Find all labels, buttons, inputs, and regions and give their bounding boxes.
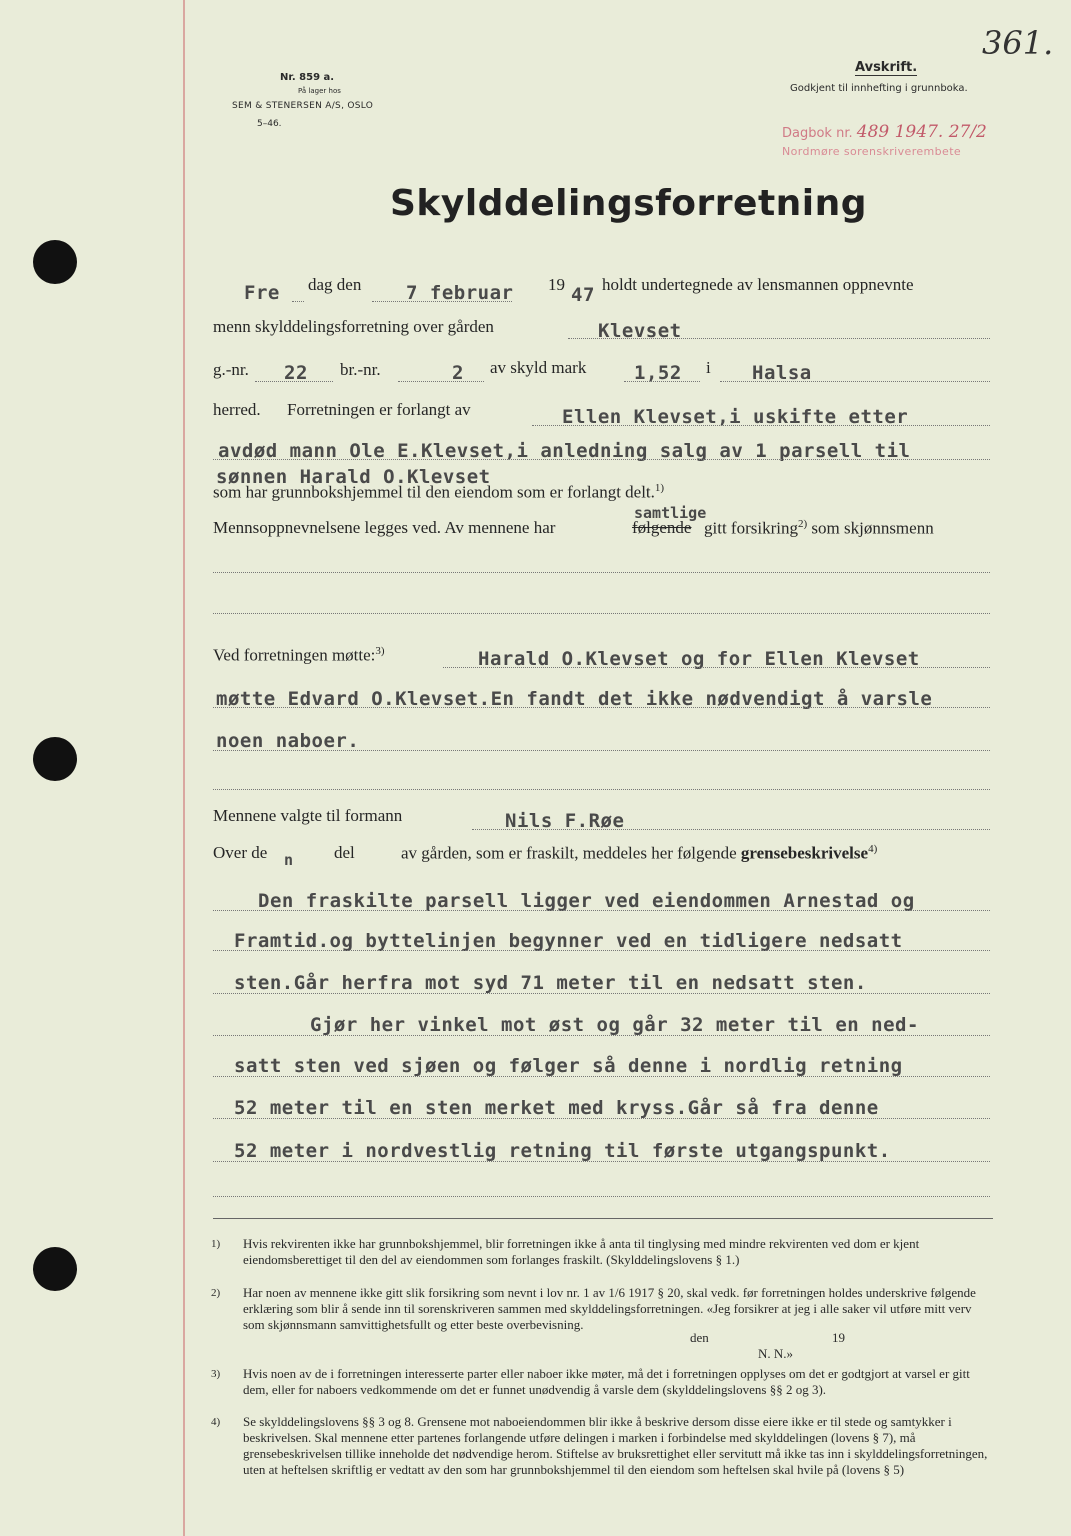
- typed-farm: Klevset: [598, 320, 682, 342]
- footnote-ref: 4): [868, 843, 878, 855]
- label-line2: menn skylddelingsforretning over gården: [213, 317, 494, 336]
- typed-subscript: n: [284, 851, 294, 869]
- label-year: 19: [548, 275, 565, 294]
- typed-motte-2: møtte Edvard O.Klevset.En fandt det ikke nødvendigt å varsle: [216, 688, 933, 710]
- label-skyld: av skyld mark: [490, 358, 587, 377]
- desc-line: sten.Går herfra mot syd 71 meter til en nedsatt sten.: [234, 972, 867, 994]
- motte-text: Ved forretningen møtte:: [213, 645, 376, 665]
- typed-requester-2: avdød mann Ole E.Klevset,i anledning salg av 1 parsell til: [218, 440, 911, 462]
- printer-date: 5–46.: [257, 119, 282, 129]
- desc-line: satt sten ved sjøen og følger så denne i nordlig retning: [234, 1055, 903, 1077]
- journal-stamp: [782, 122, 987, 142]
- footnote: [211, 1414, 993, 1478]
- dotted-line: [213, 572, 990, 573]
- dotted-line: [213, 950, 990, 951]
- label-i: i: [706, 358, 711, 377]
- footnote-text: Hvis rekvirenten ikke har grunnbokshjemmel, blir forretningen ikke å anta til tinglysing med mindre rekvirenten ved dom er kjent eiendomsberettiget til den del av eiendommen som forlanges fraskilt. (Skylddelingslovens § 1.): [243, 1236, 920, 1267]
- dotted-line: [213, 750, 990, 751]
- label-dag-den: dag den: [308, 275, 362, 294]
- label-herred: herred.: [213, 400, 261, 419]
- footnote: [211, 1285, 993, 1333]
- typed-herred: Halsa: [752, 362, 812, 384]
- typed-day: Fre: [244, 282, 280, 304]
- desc-line: Den fraskilte parsell ligger ved eiendommen Arnestad og: [258, 890, 915, 912]
- footnote-number: 3): [211, 1368, 221, 1380]
- margin-line: [183, 0, 185, 1536]
- dotted-line: [213, 459, 990, 460]
- typed-skyld: 1,52: [634, 362, 682, 384]
- stamp-office: Nordmøre sorenskriverembete: [782, 145, 962, 158]
- punch-hole: [33, 1247, 77, 1291]
- dotted-line: [213, 707, 990, 708]
- footnote: [211, 1366, 993, 1398]
- footnote-ref: 2): [797, 518, 808, 530]
- avskrift-label: Avskrift.: [855, 60, 918, 75]
- dotted-line: [213, 789, 990, 790]
- dotted-line: [720, 381, 990, 382]
- desc-line: Gjør her vinkel mot øst og går 32 meter til en ned-: [310, 1014, 919, 1036]
- menn-text-c: som skjønnsmenn: [811, 518, 934, 538]
- footnote-ref: 1): [654, 482, 665, 494]
- typed-date: 7 februar: [406, 282, 514, 304]
- label-line1: holdt undertegnede av lensmannen oppnevnte: [602, 275, 914, 294]
- dotted-line: [213, 613, 990, 614]
- grunnbok-text: som har grunnbokshjemmel til den eiendom som er forlangt delt.: [213, 482, 655, 502]
- desc-line: 52 meter til en sten merket med kryss.Går så fra denne: [234, 1097, 879, 1119]
- footnote-text: Se skylddelingslovens §§ 3 og 8. Grensene mot naboeiendommen blir ikke å beskrive dersom disse eiere ikke er til stede og samtykker i beskrivelsen. Skal mennene etter partenes forlangende utføre delingen i marken i forbindelse med skylddelingen (lovens § 7), må grensebeskrivelsen tillike inneholde det nødvendige herom. Stiftelse av bruksrettighet eller servitutt må ikke tas inn i skylddelingsforretningen, uten at heftelsen skriftlig er vedtatt av den som har grunnbokshjemmel til den eiendom som heftelsen skal hvile på (lovens § 5): [243, 1414, 988, 1477]
- oath-year: 19: [832, 1330, 845, 1345]
- footnote-ref: 3): [375, 645, 385, 657]
- dotted-line: [213, 1161, 990, 1162]
- dotted-line: [372, 301, 512, 302]
- dotted-line: [213, 910, 990, 911]
- desc-line: 52 meter i nordvestlig retning til første utgangspunkt.: [234, 1140, 891, 1162]
- stamp-handwritten: 489 1947. 27/2: [856, 122, 987, 142]
- label-motte: [213, 645, 385, 666]
- oath-signature: N. N.»: [758, 1346, 794, 1361]
- desc-line: Framtid.og byttelinjen begynner ved en tidligere nedsatt: [234, 930, 903, 952]
- typed-samtlige: samtlige: [634, 504, 707, 522]
- label-grunnbok: [213, 482, 664, 503]
- typed-motte-1: Harald O.Klevset og for Ellen Klevset: [478, 648, 920, 670]
- typed-gnr: 22: [284, 362, 308, 384]
- page-number: 361.: [982, 24, 1054, 62]
- dotted-line: [472, 829, 990, 830]
- punch-hole: [33, 240, 77, 284]
- typed-bnr: 2: [452, 362, 464, 384]
- dotted-line: [568, 338, 990, 339]
- label-menn-b: [704, 518, 934, 539]
- dotted-line: [213, 1118, 990, 1119]
- dotted-line: [624, 381, 700, 382]
- menn-text-b: gitt forsikring: [704, 518, 798, 538]
- label-bnr: br.-nr.: [340, 360, 381, 379]
- approval-note: Godkjent til innhefting i grunnboka.: [790, 83, 968, 94]
- typed-year: 47: [571, 284, 595, 306]
- struck-word: følgende: [632, 518, 692, 537]
- label-formann: Mennene valgte til formann: [213, 806, 403, 825]
- dotted-line: [443, 667, 990, 668]
- typed-formann: Nils F.Røe: [505, 810, 625, 832]
- printer-name: SEM & STENERSEN A/S, OSLO: [232, 101, 374, 111]
- label-del: del: [334, 843, 355, 862]
- label-gard: [401, 843, 877, 864]
- label-gnr: g.-nr.: [213, 360, 249, 379]
- label-over: Over de: [213, 843, 268, 862]
- dotted-line: [213, 1035, 990, 1036]
- stamp-prefix: Dagbok nr.: [782, 126, 853, 141]
- footnote: [211, 1236, 993, 1268]
- typed-requester-1: Ellen Klevset,i uskifte etter: [562, 406, 909, 428]
- dotted-line: [398, 381, 484, 382]
- dotted-line: [255, 381, 333, 382]
- dotted-line: [292, 301, 304, 302]
- footnote-number: 4): [211, 1416, 221, 1428]
- footnote-text: Har noen av mennene ikke gitt slik forsikring som nevnt i lov nr. 1 av 1/6 1917 § 20, skal vedk. før forretningen holdes underskrive følgende erklæring som blir å sende inn til sorenskriveren sammen med skylddelingsforretningen. «Jeg forsikrer at jeg i alle saker vil utføre mitt verv som skjønnsmann samvittighetsfullt og etter beste overbevisning.: [243, 1285, 976, 1332]
- printer-line: På lager hos: [298, 87, 341, 95]
- footnote-number: 1): [211, 1238, 221, 1250]
- form-number: Nr. 859 a.: [280, 72, 335, 83]
- document-title: Skylddelingsforretning: [390, 183, 868, 224]
- footnote-number: 2): [211, 1287, 221, 1299]
- typed-requester-3: sønnen Harald O.Klevset: [216, 466, 491, 488]
- gard-text: av gården, som er fraskilt, meddeles her følgende: [401, 843, 737, 863]
- footnote-rule: [213, 1218, 993, 1219]
- grense-label: grensebeskrivelse: [740, 843, 869, 863]
- typed-motte-3: noen naboer.: [216, 730, 360, 752]
- dotted-line: [213, 1076, 990, 1077]
- dotted-line: [213, 993, 990, 994]
- footnote-text: Hvis noen av de i forretningen interesserte parter eller naboer ikke møter, må det i forretningen opplyses om det er godtgjort at varsel er gitt dem, eller for naboers vedkommende om det er funnet unødvendig å varsle dem (skylddelingslovens §§ 2 og 3).: [243, 1366, 970, 1397]
- label-forlangt: Forretningen er forlangt av: [287, 400, 471, 419]
- dotted-line: [213, 1196, 990, 1197]
- dotted-line: [532, 425, 990, 426]
- label-menn: Mennsoppnevnelsene legges ved. Av mennene har: [213, 518, 556, 537]
- punch-hole: [33, 737, 77, 781]
- oath-den: den: [690, 1330, 709, 1345]
